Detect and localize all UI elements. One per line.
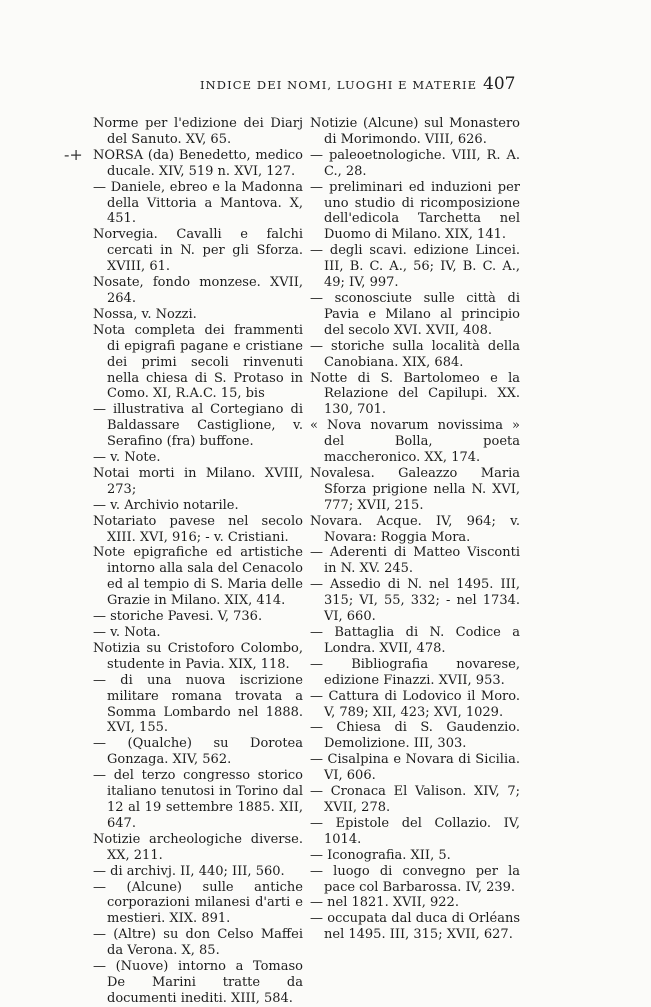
- index-entry: Novalesa. Galeazzo Maria Sforza prigione nella N. XVI, 777; XVII, 215.: [310, 465, 520, 513]
- index-entry: Nota completa dei frammenti di epigrafi pagane e cristiane dei primi secoli rinvenuti nella chiesa di S. Protaso in Como. XI, R.A.C. 15, bis: [93, 322, 303, 402]
- index-entry: Notizie (Alcune) sul Monastero di Morimondo. VIII, 626.: [310, 116, 520, 147]
- index-entry: — di archivj. II, 440; III, 560.: [93, 863, 285, 879]
- running-head-title: INDICE DEI NOMI, LUOGHI E MATERIE: [200, 78, 478, 92]
- index-entry: Novara. Acque. IV, 964; v. Novara: Roggia Mora.: [310, 513, 520, 545]
- index-entry: — nel 1821. XVII, 922.: [310, 895, 459, 911]
- index-entry: — luogo di convegno per la pace col Barbarossa. IV, 239.: [310, 863, 520, 895]
- index-entry: Notai morti in Milano. XVIII, 273;: [93, 465, 303, 497]
- index-entry: — Cisalpina e Novara di Sicilia. VI, 606.: [310, 752, 520, 784]
- index-entry: NORSA (da) Benedetto, medico ducale. XIV, 519 n. XVI, 127.: [93, 147, 303, 179]
- index-entry: — Battaglia di N. Codice a Londra. XVII, 478.: [310, 625, 520, 656]
- index-entry: — degli scavi. edizione Lincei. III, B. C. A., 56; IV, B. C. A., 49; IV, 997.: [310, 243, 520, 291]
- index-entry: Norvegia. Cavalli e falchi cercati in N. per gli Sforza. XVIII, 61.: [93, 227, 303, 275]
- index-entry: Notte di S. Bartolomeo e la Relazione del Capilupi. XX. 130, 701.: [310, 370, 520, 418]
- index-entry: — (Nuove) intorno a Tomaso De Marini tratte da documenti inediti. XIII, 584.: [93, 959, 303, 1006]
- index-entry: — Iconografia. XII, 5.: [310, 847, 451, 863]
- margin-annotation-mark: -+: [64, 145, 83, 164]
- index-entry: — Aderenti di Matteo Visconti in N. XV. 245.: [310, 545, 520, 577]
- page-number: 407: [483, 74, 516, 94]
- index-entry: — (Altre) su don Celso Maffei da Verona. X, 85.: [93, 927, 303, 959]
- index-column-right: [310, 116, 520, 943]
- index-entry: Nosate, fondo monzese. XVII, 264.: [93, 275, 303, 306]
- index-entry: Notariato pavese nel secolo XIII. XVI, 916; - v. Cristiani.: [93, 513, 303, 545]
- index-entry: — Bibliografia novarese, edizione Finazzi. XVII, 953.: [310, 656, 520, 688]
- index-column-left: [93, 116, 303, 1007]
- index-entry: — v. Nota.: [93, 625, 161, 640]
- index-entry: — Chiesa di S. Gaudenzio. Demolizione. III, 303.: [310, 720, 520, 752]
- index-entry: — illustrativa al Cortegiano di Baldassare Castiglione, v. Serafino (fra) buffone.: [93, 402, 303, 450]
- index-entry: — Cronaca El Valison. XIV, 7; XVII, 278.: [310, 784, 520, 815]
- index-entry: — Epistole del Collazio. IV, 1014.: [310, 815, 520, 847]
- index-entry: — v. Note.: [93, 450, 161, 466]
- index-entry: — (Qualche) su Dorotea Gonzaga. XIV, 562.: [93, 736, 303, 768]
- index-entry: — v. Archivio notarile.: [93, 497, 239, 513]
- index-entry: — preliminari ed induzioni per uno studio di ricomposizione dell'edicola Tarchetta nel Duomo di Milano. XIX, 141.: [310, 179, 520, 243]
- index-entry: — Daniele, ebreo e la Madonna della Vittoria a Mantova. X, 451.: [93, 179, 303, 227]
- index-entry: — paleoetnologiche. VIII, R. A. C., 28.: [310, 147, 520, 179]
- running-header: [0, 76, 651, 98]
- index-entry: « Nova novarum novissima » del Bolla, poeta maccheronico. XX, 174.: [310, 418, 520, 466]
- index-entry: Nossa, v. Nozzi.: [93, 306, 197, 322]
- index-entry: Norme per l'edizione dei Diarj del Sanuto. XV, 65.: [93, 116, 303, 147]
- index-entry: — storiche sulla località della Canobiana. XIX, 684.: [310, 338, 520, 370]
- index-entry: Note epigrafiche ed artistiche intorno alla sala del Cenacolo ed al tempio di S. Maria delle Grazie in Milano. XIX, 414.: [93, 545, 303, 609]
- index-entry: — di una nuova iscrizione militare romana trovata a Somma Lombardo nel 1888. XVI, 155.: [93, 672, 303, 736]
- index-entry: — del terzo congresso storico italiano tenutosi in Torino dal 12 al 19 settembre 1885. XII, 647.: [93, 768, 303, 831]
- index-entry: Notizie archeologiche diverse. XX, 211.: [93, 831, 303, 863]
- index-entry: — Assedio di N. nel 1495. III, 315; VI, 55, 332; - nel 1734. VI, 660.: [310, 577, 520, 625]
- index-entry: — occupata dal duca di Orléans nel 1495. III, 315; XVII, 627.: [310, 911, 520, 943]
- index-entry: — (Alcune) sulle antiche corporazioni milanesi d'arti e mestieri. XIX. 891.: [93, 879, 303, 927]
- index-entry: — Cattura di Lodovico il Moro. V, 789; XII, 423; XVI, 1029.: [310, 688, 520, 720]
- index-entry: Notizia su Cristoforo Colombo, studente in Pavia. XIX, 118.: [93, 640, 303, 672]
- index-entry: — sconosciute sulle città di Pavia e Milano al principio del secolo XVI. XVII, 408.: [310, 290, 520, 338]
- index-entry: — storiche Pavesi. V, 736.: [93, 609, 263, 625]
